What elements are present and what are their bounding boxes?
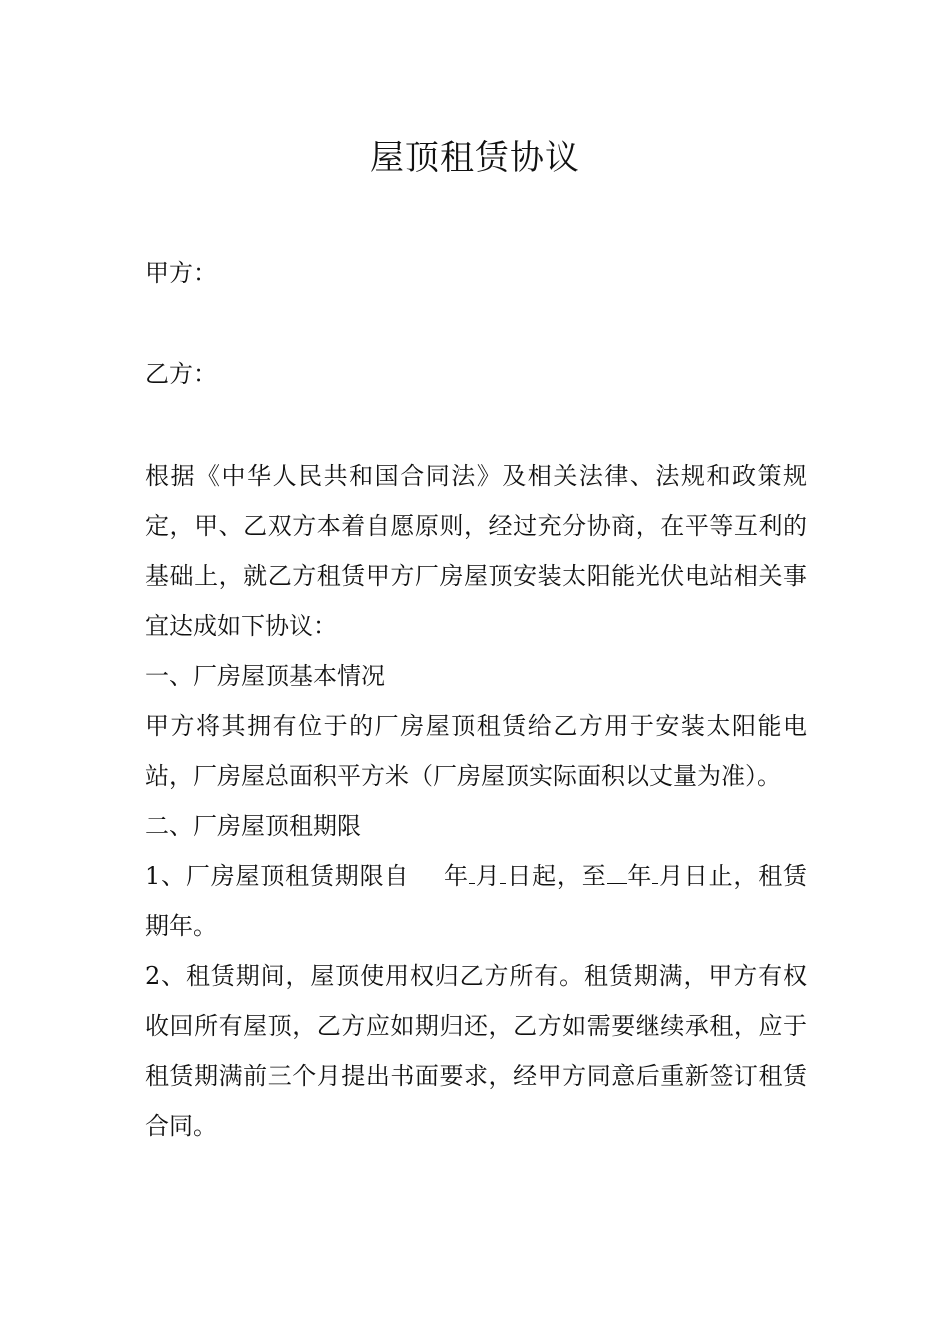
document-body (145, 451, 807, 1151)
party-b-label: 乙方： (145, 360, 217, 388)
start-month-label: 月 (474, 862, 501, 890)
document-title: 屋顶租赁协议 (370, 138, 580, 178)
section-2-heading: 二、厂房屋顶租期限 (145, 812, 361, 840)
lease-term-start-text: 1、厂房屋顶租赁期限自 (145, 862, 410, 890)
section-2-item-1 (145, 851, 807, 951)
lease-term-end-text: 月日止，租赁期年。 (145, 862, 808, 940)
start-year-label: 年 (443, 862, 469, 890)
preamble-paragraph: 根据《中华人民共和国合同法》及相关法律、法规和政策规定，甲、乙双方本着自愿原则，经过充分协商，在平等互利的基础上，就乙方租赁甲方厂房屋顶安装太阳能光伏电站相关事宜达成如下协议： (145, 462, 807, 640)
start-day-label: 日起，至 (506, 862, 607, 890)
section-2-item-2: 2、租赁期间，屋顶使用权归乙方所有。租赁期满，甲方有权收回所有屋顶，乙方应如期归还，乙方如需要继续承租，应于租赁期满前三个月提出书面要求，经甲方同意后重新签订租赁合同。 (145, 962, 807, 1140)
end-year-label: 年 (626, 862, 653, 890)
section-1-text: 甲方将其拥有位于的厂房屋顶租赁给乙方用于安装太阳能电站，厂房屋总面积平方米（厂房屋顶实际面积以丈量为准）。 (145, 712, 807, 790)
section-1-heading: 一、厂房屋顶基本情况 (145, 662, 385, 690)
end-year-blank (607, 855, 627, 884)
party-a-label: 甲方： (145, 259, 217, 287)
